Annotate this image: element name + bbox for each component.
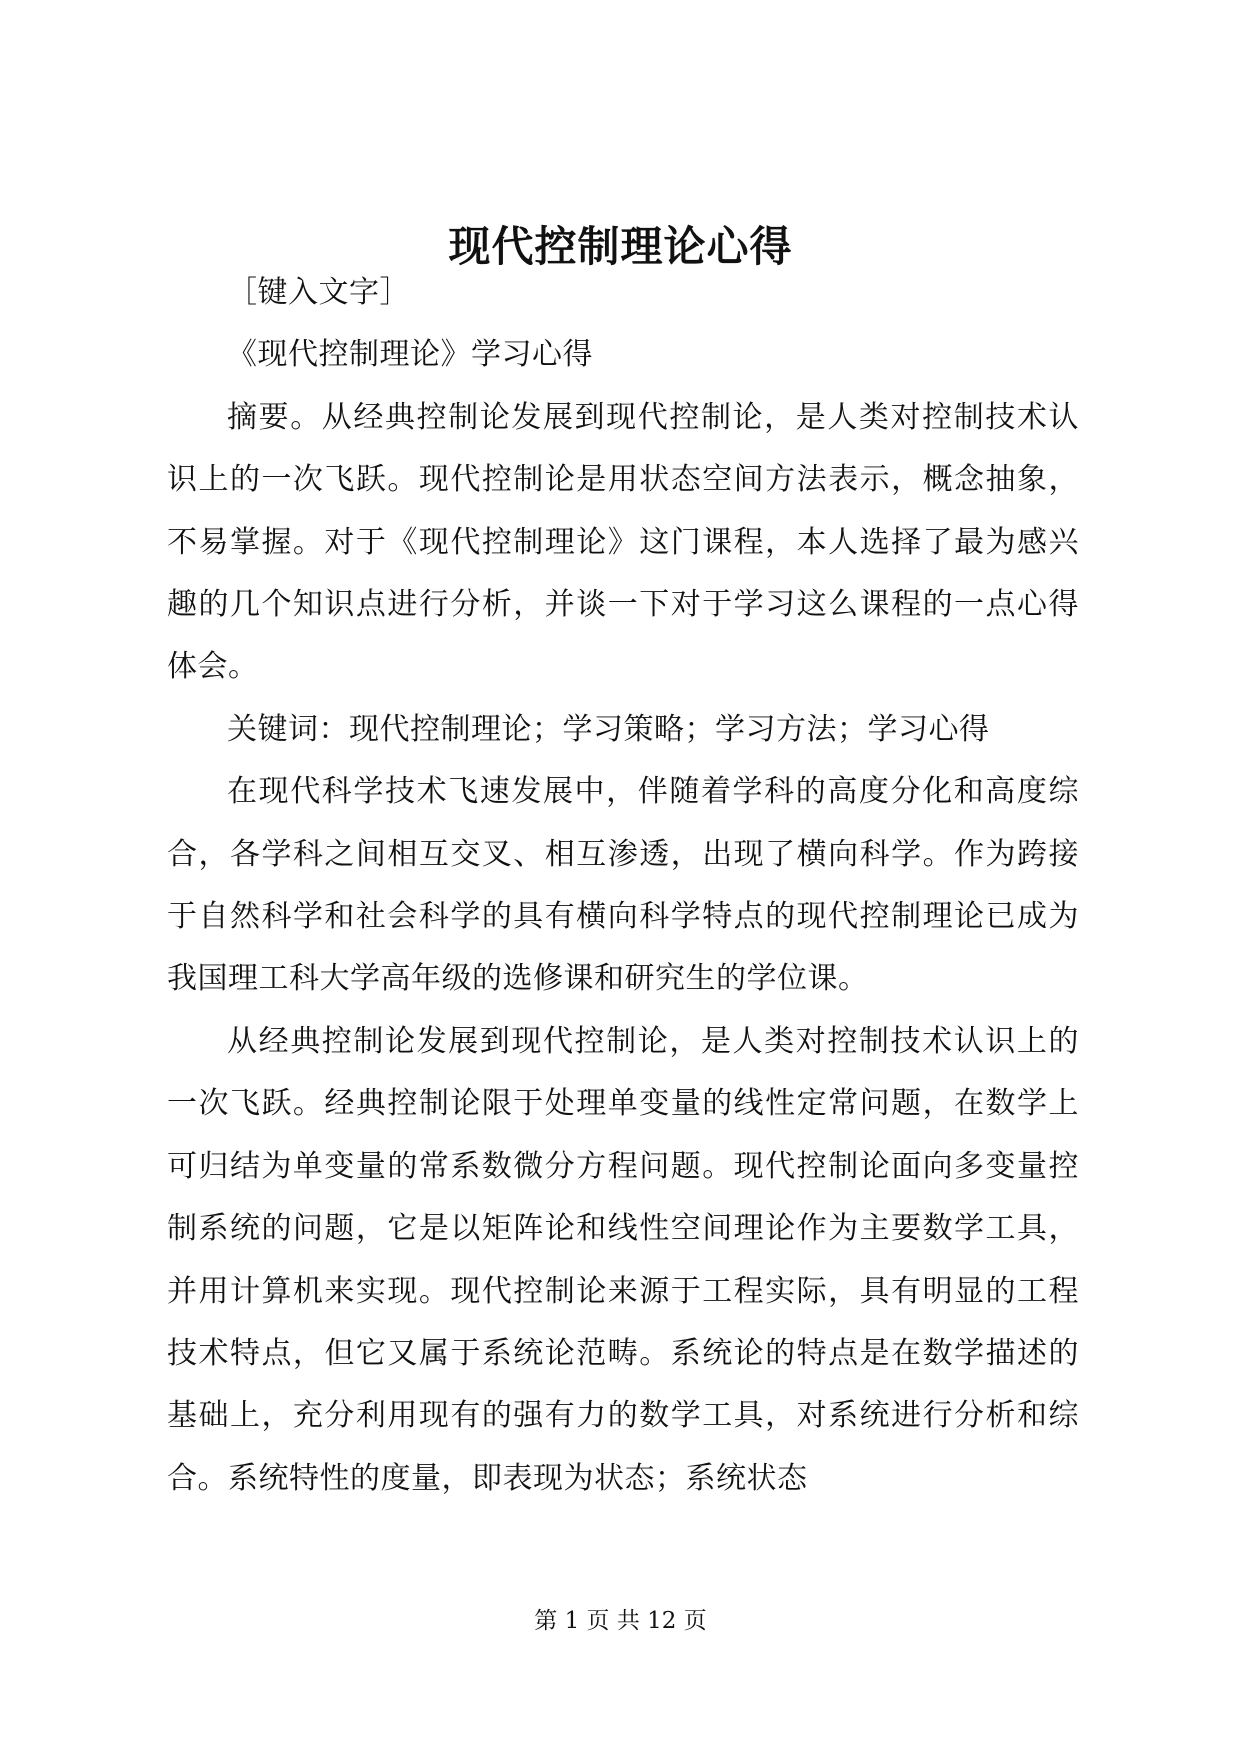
body-paragraph: 在现代科学技术飞速发展中，伴随着学科的高度分化和高度综合，各学科之间相互交叉、相互渗透，出现了横向科学。作为跨接于自然科学和社会科学的具有横向科学特点的现代控制理论已成为我国理工科大学高年级的选修课和研究生的学位课。 [167, 774, 1079, 997]
body-paragraph: 从经典控制论发展到现代控制论，是人类对控制技术认识上的一次飞跃。经典控制论限于处理单变量的线性定常问题，在数学上可归结为单变量的常系数微分方程问题。现代控制论面向多变量控制系统的问题，它是以矩阵论和线性空间理论作为主要数学工具，并用计算机来实现。现代控制论来源于工程实际，具有明显的工程技术特点，但它又属于系统论范畴。系统论的特点是在数学描述的基础上，充分利用现有的强有力的数学工具，对系统进行分析和综合。系统特性的度量，即表现为状态；系统状态 [167, 1023, 1079, 1496]
document-body [167, 262, 1079, 1510]
subtitle: 《现代控制理论》学习心得 [227, 337, 593, 373]
page-footer: 第 1 页 共 12 页 [534, 1608, 707, 1634]
keywords-paragraph: 关键词：现代控制理论；学习策略；学习方法；学习心得 [227, 711, 990, 747]
document-title: 现代控制理论心得 [448, 222, 793, 271]
abstract-paragraph: 摘要。从经典控制论发展到现代控制论，是人类对控制技术认识上的一次飞跃。现代控制论是用状态空间方法表示，概念抽象，不易掌握。对于《现代控制理论》这门课程，本人选择了最为感兴趣的几个知识点进行分析，并谈一下对于学习这么课程的一点心得体会。 [167, 399, 1079, 685]
placeholder-text: ［键入文字］ [227, 275, 410, 310]
